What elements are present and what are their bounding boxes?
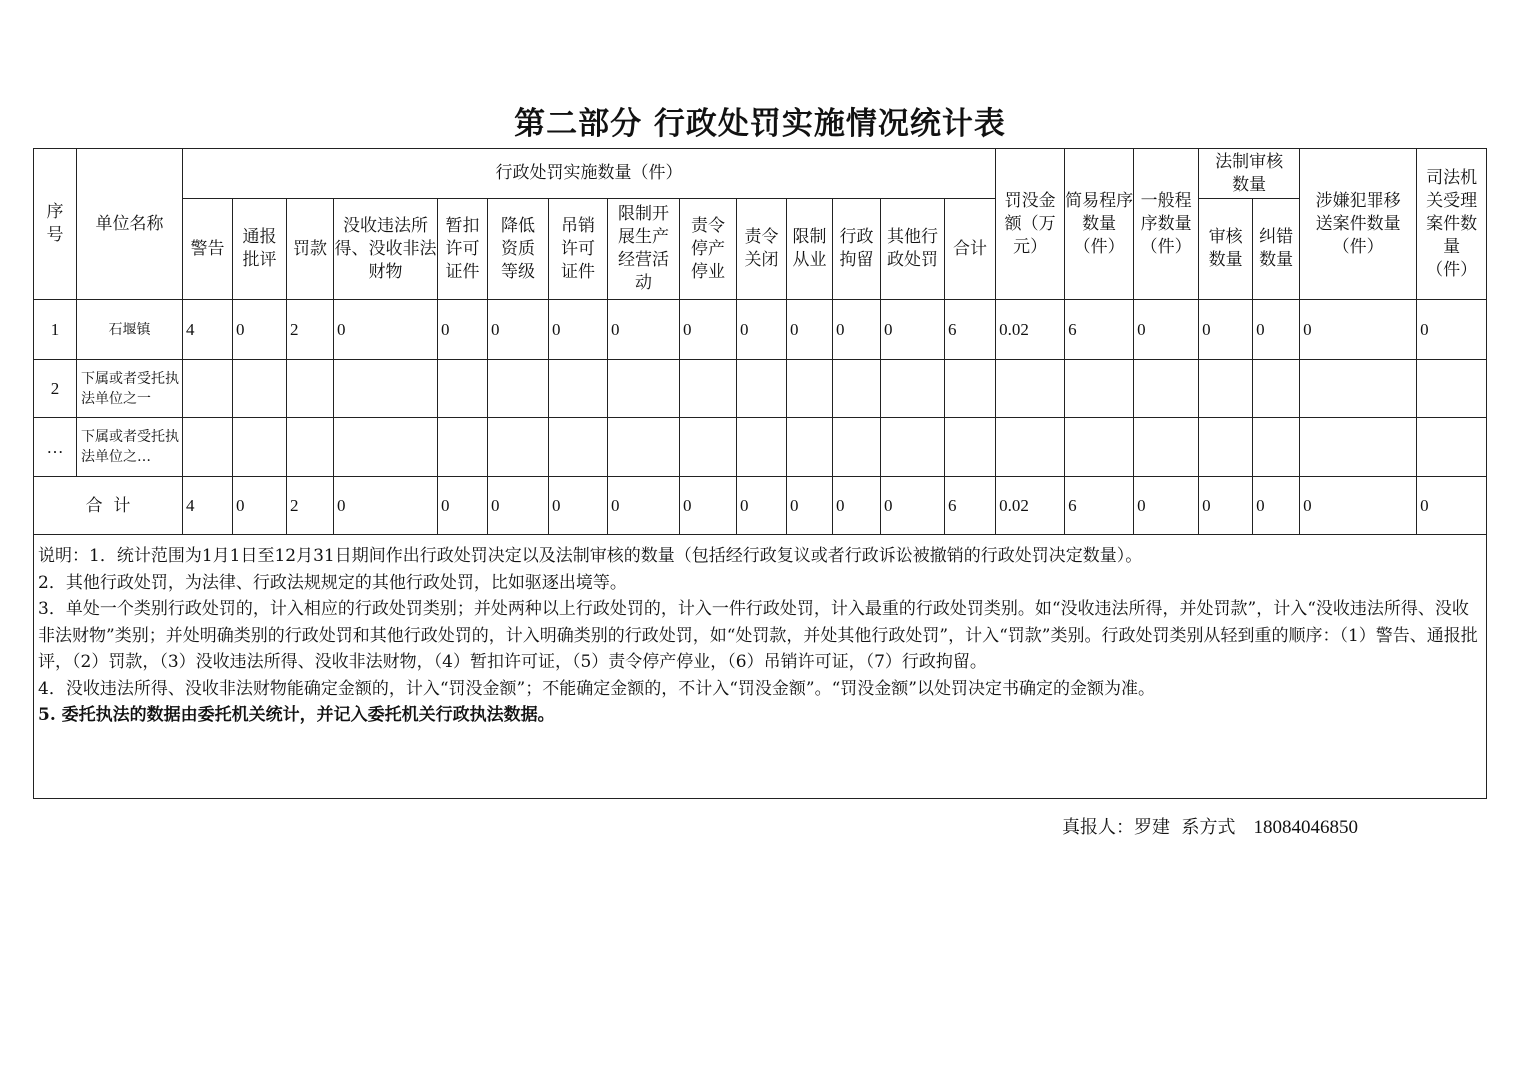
value-cell: [608, 360, 680, 418]
note-3: 3．单处一个类别行政处罚的，计入相应的行政处罚类别；并处两种以上行政处罚的，计入一件行政处罚，计入最重的行政处罚类别。如“没收违法所得，并处罚款”，计入“没收违法所得、没收非法财物”类别；并处明确类别的行政处罚和其他行政处罚的，计入明确类别的行政处罚，如“处罚款，并处其他行政处罚”，计入“罚款”类别。行政处罚类别从轻到重的顺序：（1）警告、通报批评，（2）罚款，（3）没收违法所得、没收非法财物，（4）暂扣许可证，（5）责令停产停业，（6）吊销许可证，（7）行政拘留。: [38, 599, 1478, 672]
value-cell: 4: [183, 300, 233, 360]
value-cell: [1300, 418, 1417, 477]
header-judicial-accepted: 司法机关受理案件数量（件）: [1417, 149, 1487, 300]
value-cell: 2: [287, 300, 334, 360]
value-cell: [737, 360, 787, 418]
row-seq: 2: [34, 360, 77, 418]
page-title: 第二部分 行政处罚实施情况统计表: [514, 106, 1006, 142]
note-5: 5. 委托执法的数据由委托机关统计，并记入委托机关行政执法数据。: [38, 705, 555, 725]
header-col: 行政拘留: [833, 199, 881, 300]
value-cell: [787, 360, 833, 418]
value-cell: 0: [1253, 477, 1300, 535]
header-col: 责令关闭: [737, 199, 787, 300]
header-col: 罚款: [287, 199, 334, 300]
reporter-phone: 18084046850: [1253, 817, 1358, 838]
value-cell: 0: [1300, 477, 1417, 535]
value-cell: 4: [183, 477, 233, 535]
value-cell: 0: [1417, 300, 1487, 360]
value-cell: 0: [608, 300, 680, 360]
value-cell: 0: [1199, 477, 1253, 535]
value-cell: [1253, 360, 1300, 418]
value-cell: [996, 418, 1065, 477]
table-row: [34, 300, 1487, 360]
row-unit-name: 下属或者受托执法单位之一: [77, 360, 183, 418]
row-unit-name: 下属或者受托执法单位之…: [77, 418, 183, 477]
header-col: 暂扣许可证件: [438, 199, 488, 300]
header-col: 限制从业: [787, 199, 833, 300]
value-cell: 0: [787, 477, 833, 535]
value-cell: 0: [334, 300, 438, 360]
header-col: 责令停产停业: [680, 199, 737, 300]
header-col: 没收违法所得、没收非法财物: [334, 199, 438, 300]
table-row: [34, 360, 1487, 418]
value-cell: [1417, 418, 1487, 477]
value-cell: [1134, 360, 1199, 418]
value-cell: [183, 418, 233, 477]
row-unit-name: 石堰镇: [77, 300, 183, 360]
header-seq: 序号: [34, 149, 77, 300]
value-cell: [945, 360, 996, 418]
value-cell: [608, 418, 680, 477]
header-col: 降低资质等级: [488, 199, 549, 300]
value-cell: 0: [1253, 300, 1300, 360]
notes-section: [34, 535, 1487, 799]
value-cell: 2: [287, 477, 334, 535]
reporter-label: 真报人：罗建 系方式: [1062, 817, 1236, 838]
value-cell: [438, 360, 488, 418]
header-col: 吊销许可证件: [549, 199, 608, 300]
value-cell: 0: [833, 477, 881, 535]
value-cell: [881, 418, 945, 477]
value-cell: 0: [549, 300, 608, 360]
row-seq: 1: [34, 300, 77, 360]
header-legal-review: 法制审核数量: [1199, 149, 1300, 199]
reporter-info: [1062, 813, 1358, 839]
value-cell: [1300, 360, 1417, 418]
value-cell: 6: [1065, 477, 1134, 535]
value-cell: 0: [438, 300, 488, 360]
value-cell: [1199, 418, 1253, 477]
header-penalty-count: 行政处罚实施数量（件）: [183, 149, 996, 199]
note-4: 4．没收违法所得、没收非法财物能确定金额的，计入“罚没金额”；不能确定金额的，不计入“罚没金额”。“罚没金额”以处罚决定书确定的金额为准。: [38, 678, 1155, 699]
value-cell: 6: [945, 300, 996, 360]
row-seq: …: [34, 418, 77, 477]
value-cell: 0: [680, 477, 737, 535]
value-cell: [1134, 418, 1199, 477]
header-col: 其他行政处罚: [881, 199, 945, 300]
value-cell: [488, 418, 549, 477]
value-cell: [737, 418, 787, 477]
value-cell: [233, 360, 287, 418]
value-cell: [183, 360, 233, 418]
header-col: 限制开展生产经营活动: [608, 199, 680, 300]
value-cell: [833, 418, 881, 477]
value-cell: 0: [1300, 300, 1417, 360]
value-cell: 0: [1417, 477, 1487, 535]
header-col: 警告: [183, 199, 233, 300]
value-cell: [334, 418, 438, 477]
header-criminal-transfer: 涉嫌犯罪移送案件数量（件）: [1300, 149, 1417, 300]
value-cell: [1065, 418, 1134, 477]
table-row: [34, 418, 1487, 477]
value-cell: [833, 360, 881, 418]
value-cell: 6: [945, 477, 996, 535]
value-cell: 0: [334, 477, 438, 535]
header-fine-amount: 罚没金额（万元）: [996, 149, 1065, 300]
value-cell: [438, 418, 488, 477]
value-cell: 0: [737, 477, 787, 535]
value-cell: 0: [881, 300, 945, 360]
header-general-procedure: 一般程序数量（件）: [1134, 149, 1199, 300]
value-cell: [787, 418, 833, 477]
value-cell: 0.02: [996, 300, 1065, 360]
value-cell: 0: [881, 477, 945, 535]
header-correction-count: 纠错数量: [1253, 199, 1300, 300]
value-cell: 0: [438, 477, 488, 535]
total-label: 合 计: [34, 477, 183, 535]
value-cell: [1065, 360, 1134, 418]
value-cell: [680, 360, 737, 418]
value-cell: [549, 360, 608, 418]
header-simple-procedure: 简易程序数量（件）: [1065, 149, 1134, 300]
value-cell: [287, 418, 334, 477]
value-cell: 0: [549, 477, 608, 535]
value-cell: 0: [833, 300, 881, 360]
stats-table: [33, 148, 1487, 799]
value-cell: 0: [737, 300, 787, 360]
value-cell: [549, 418, 608, 477]
note-2: 2．其他行政处罚，为法律、行政法规规定的其他行政处罚，比如驱逐出境等。: [38, 572, 627, 593]
value-cell: [945, 418, 996, 477]
value-cell: 0: [1199, 300, 1253, 360]
header-col: 通报批评: [233, 199, 287, 300]
value-cell: 0: [233, 300, 287, 360]
value-cell: 0: [680, 300, 737, 360]
value-cell: 0.02: [996, 477, 1065, 535]
note-1: 说明：1．统计范围为1月1日至12月31日期间作出行政处罚决定以及法制审核的数量（包括经行政复议或者行政诉讼被撤销的行政处罚决定数量）。: [38, 546, 1143, 566]
total-row: [34, 477, 1487, 535]
header-unit-name: 单位名称: [77, 149, 183, 300]
value-cell: 0: [608, 477, 680, 535]
value-cell: 0: [488, 300, 549, 360]
value-cell: 0: [787, 300, 833, 360]
value-cell: [881, 360, 945, 418]
value-cell: [680, 418, 737, 477]
value-cell: 0: [488, 477, 549, 535]
header-review-count: 审核数量: [1199, 199, 1253, 300]
value-cell: [1253, 418, 1300, 477]
value-cell: [233, 418, 287, 477]
value-cell: [488, 360, 549, 418]
value-cell: [1199, 360, 1253, 418]
value-cell: [1417, 360, 1487, 418]
value-cell: [334, 360, 438, 418]
value-cell: [287, 360, 334, 418]
value-cell: 0: [1134, 477, 1199, 535]
value-cell: [996, 360, 1065, 418]
value-cell: 6: [1065, 300, 1134, 360]
header-col: 合计: [945, 199, 996, 300]
value-cell: 0: [1134, 300, 1199, 360]
value-cell: 0: [233, 477, 287, 535]
